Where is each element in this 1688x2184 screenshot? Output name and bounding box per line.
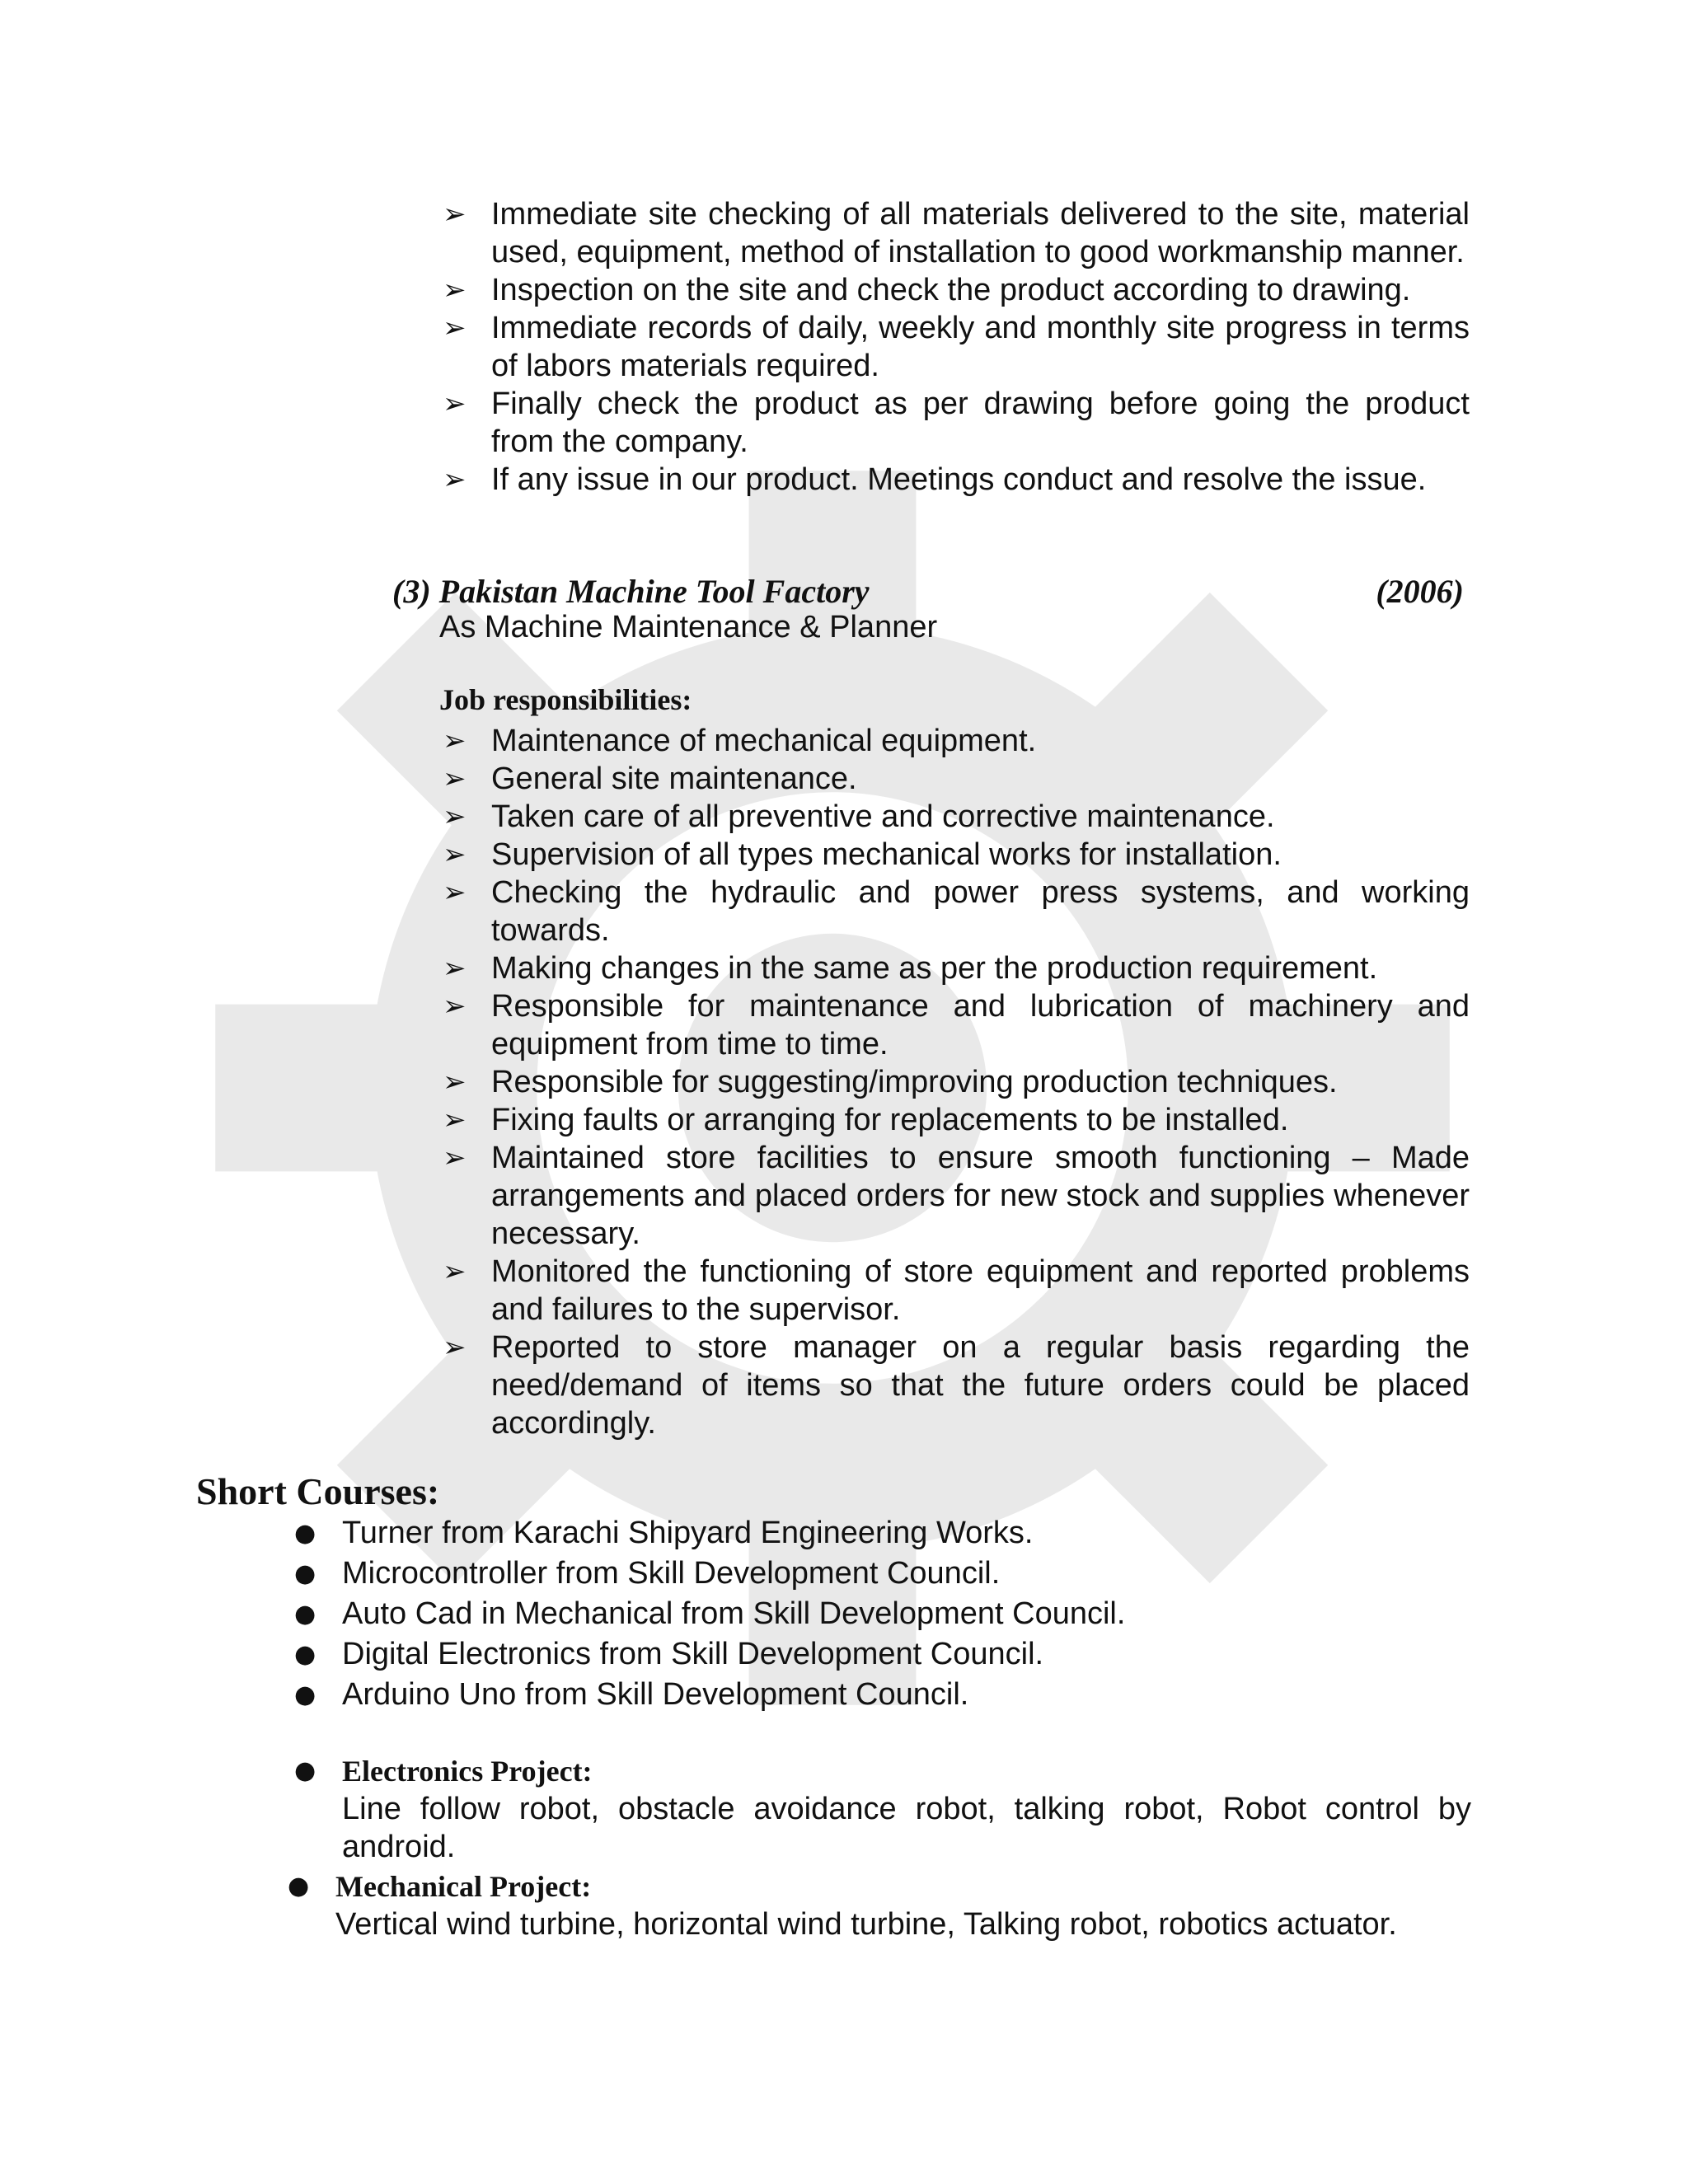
arrow-bullet-icon: ➢: [443, 762, 467, 795]
short-courses-heading: Short Courses:: [196, 1470, 440, 1512]
arrow-bullet-icon: ➢: [443, 1331, 467, 1364]
list-item: ➢ Immediate site checking of all materials delivered to the site, material used, equipment, method of installation to good workmanship manner.: [443, 197, 1470, 269]
arrow-bullet-icon: ➢: [443, 952, 467, 985]
arrow-bullet-icon: ➢: [443, 838, 467, 871]
arrow-bullet-icon: ➢: [443, 387, 467, 420]
electronics-project-label: Electronics Project:: [342, 1755, 593, 1788]
responsibilities-list: [439, 722, 1470, 1442]
bullet-icon: ●: [294, 1680, 316, 1709]
list-item: ➢ Supervision of all types mechanical works for installation.: [443, 837, 1282, 872]
job-year: (2006): [1376, 573, 1464, 610]
list-item: ➢ Maintenance of mechanical equipment.: [443, 724, 1037, 758]
list-item: ➢ Fixing faults or arranging for replacements to be installed.: [443, 1103, 1289, 1137]
arrow-bullet-icon: ➢: [443, 1141, 467, 1174]
list-item: ● Turner from Karachi Shipyard Engineering Works.: [293, 1513, 1471, 1554]
arrow-bullet-icon: ➢: [443, 990, 467, 1023]
short-courses-list: [293, 1513, 1471, 1715]
bullet-icon: ●: [294, 1600, 316, 1629]
list-item: ● Arduino Uno from Skill Development Council.: [293, 1675, 1471, 1715]
list-item: ➢ Immediate records of daily, weekly and monthly site progress in terms of labors materials required.: [443, 311, 1470, 383]
mechanical-project-label: Mechanical Project:: [335, 1870, 592, 1903]
list-item: ➢ Inspection on the site and check the product according to drawing.: [443, 273, 1411, 307]
bullet-icon: ●: [294, 1559, 316, 1588]
arrow-bullet-icon: ➢: [443, 1066, 467, 1099]
arrow-bullet-icon: ➢: [443, 312, 467, 344]
list-item: ➢ Responsible for maintenance and lubrication of machinery and equipment from time to time.: [443, 989, 1470, 1062]
responsibilities-heading: Job responsibilities:: [439, 683, 692, 716]
list-item: ➢ General site maintenance.: [443, 762, 857, 796]
list-item: [286, 1868, 1465, 1943]
list-item: ➢ Making changes in the same as per the production requirement.: [443, 951, 1378, 986]
arrow-bullet-icon: ➢: [443, 274, 467, 307]
arrow-bullet-icon: ➢: [443, 800, 467, 833]
arrow-bullet-icon: ➢: [443, 463, 467, 496]
arrow-bullet-icon: ➢: [443, 876, 467, 909]
list-item: ● Digital Electronics from Skill Development Council.: [293, 1634, 1471, 1675]
list-item: ➢ Finally check the product as per drawing before going the product from the company.: [443, 387, 1470, 459]
electronics-project: [293, 1752, 1471, 1866]
job-title: (3) Pakistan Machine Tool Factory: [392, 573, 870, 610]
job-title-row: [392, 572, 1464, 611]
bullet-icon: ●: [294, 1756, 316, 1785]
job-role: As Machine Maintenance & Planner: [439, 610, 938, 644]
list-item: ➢ Maintained store facilities to ensure smooth functioning – Made arrangements and placed orders for new stock and supplies whenever necessary.: [443, 1141, 1470, 1251]
bullet-icon: ●: [294, 1519, 316, 1548]
mechanical-project: [286, 1868, 1465, 1943]
list-item: ● Microcontroller from Skill Development Council.: [293, 1554, 1471, 1594]
bullet-icon: ●: [294, 1640, 316, 1669]
list-item: ● Auto Cad in Mechanical from Skill Development Council.: [293, 1594, 1471, 1634]
mechanical-project-text: Vertical wind turbine, horizontal wind turbine, Talking robot, robotics actuator.: [335, 1907, 1397, 1942]
electronics-project-text: Line follow robot, obstacle avoidance robot, talking robot, Robot control by android.: [342, 1792, 1471, 1864]
list-item: ➢ Responsible for suggesting/improving production techniques.: [443, 1065, 1338, 1099]
arrow-bullet-icon: ➢: [443, 724, 467, 757]
list-item: ➢ Taken care of all preventive and corrective maintenance.: [443, 799, 1275, 834]
arrow-bullet-icon: ➢: [443, 1255, 467, 1288]
list-item: [293, 1752, 1471, 1866]
list-item: ➢ Checking the hydraulic and power press systems, and working towards.: [443, 875, 1470, 948]
list-item: ➢ Monitored the functioning of store equipment and reported problems and failures to the supervisor.: [443, 1254, 1470, 1327]
duties-list: [439, 195, 1470, 499]
bullet-icon: ●: [288, 1872, 310, 1900]
arrow-bullet-icon: ➢: [443, 198, 467, 231]
list-item: ➢ Reported to store manager on a regular basis regarding the need/demand of items so that the future orders could be placed accordingly.: [443, 1330, 1470, 1441]
arrow-bullet-icon: ➢: [443, 1104, 467, 1137]
list-item: ➢ If any issue in our product. Meetings conduct and resolve the issue.: [443, 462, 1427, 497]
